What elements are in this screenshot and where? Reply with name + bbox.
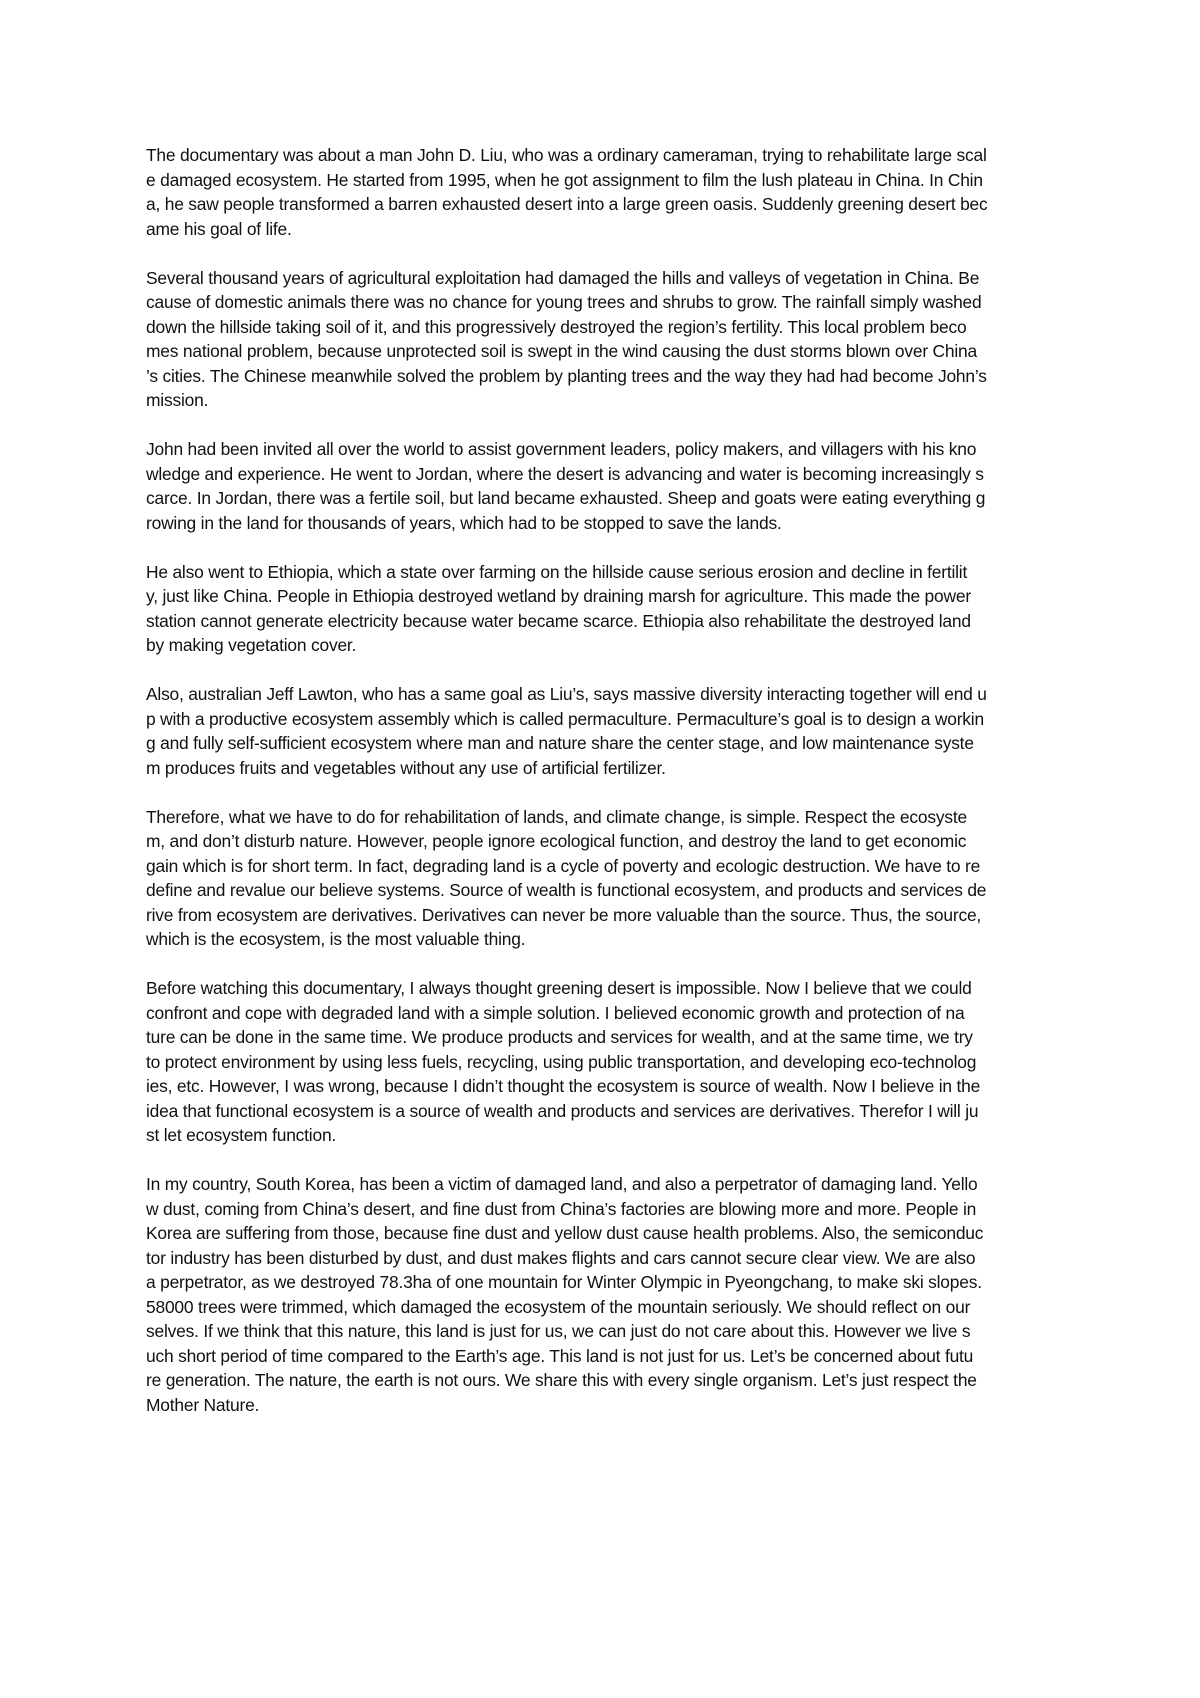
text-line: Also, australian Jeff Lawton, who has a same goal as Liu’s, says massive diversity interacting together will end u — [146, 684, 987, 704]
text-line: which is the ecosystem, is the most valuable thing. — [146, 929, 526, 949]
text-line: carce. In Jordan, there was a fertile soil, but land became exhausted. Sheep and goats were eating everything g — [146, 488, 986, 508]
text-line: John had been invited all over the world to assist government leaders, policy makers, and villagers with his kno — [146, 439, 977, 459]
text-line: Mother Nature. — [146, 1394, 260, 1415]
text-line: rive from ecosystem are derivatives. Derivatives can never be more valuable than the source. Thus, the source, — [146, 904, 982, 925]
text-line: m produces fruits and vegetables without any use of artificial fertilizer. — [146, 757, 666, 778]
text-line: tor industry has been disturbed by dust, and dust makes flights and cars cannot secure clear view. We are also — [146, 1247, 976, 1268]
paragraph — [146, 976, 1061, 1148]
text-line: g and fully self-sufficient ecosystem where man and nature share the center stage, and low maintenance syste — [146, 733, 974, 753]
document-body — [146, 143, 1061, 1442]
text-line: ture can be done in the same time. We produce products and services for wealth, and at the same time, we try — [146, 1027, 973, 1047]
text-line: confront and cope with degraded land with a simple solution. I believed economic growth and protection of na — [146, 1002, 965, 1023]
text-line: a perpetrator, as we destroyed 78.3ha of one mountain for Winter Olympic in Pyeongchang, to make ski slopes. — [146, 1272, 982, 1292]
paragraph — [146, 682, 1061, 780]
text-line: wledge and experience. He went to Jordan, where the desert is advancing and water is becoming increasingly s — [146, 463, 984, 484]
text-line: The documentary was about a man John D. Liu, who was a ordinary cameraman, trying to rehabilitate large scal — [146, 145, 987, 165]
paragraph — [146, 560, 1061, 658]
text-line: In my country, South Korea, has been a victim of damaged land, and also a perpetrator of damaging land. Yello — [146, 1174, 978, 1194]
text-line: ’s cities. The Chinese meanwhile solved the problem by planting trees and the way they had had become John’s — [146, 365, 987, 386]
text-line: define and revalue our believe systems. Source of wealth is functional ecosystem, and products and services de — [146, 880, 987, 900]
text-line: mission. — [146, 390, 209, 410]
text-line: e damaged ecosystem. He started from 1995, when he got assignment to film the lush plateau in China. In Chin — [146, 169, 983, 190]
text-line: rowing in the land for thousands of years, which had to be stopped to save the lands. — [146, 512, 782, 533]
text-line: by making vegetation cover. — [146, 635, 357, 655]
text-line: st let ecosystem function. — [146, 1125, 337, 1145]
text-line: mes national problem, because unprotected soil is swept in the wind causing the dust storms blown over China — [146, 341, 978, 361]
text-line: y, just like China. People in Ethiopia destroyed wetland by draining marsh for agriculture. This made the power — [146, 586, 971, 606]
text-line: gain which is for short term. In fact, degrading land is a cycle of poverty and ecologic destruction. We have to re — [146, 855, 981, 876]
text-line: w dust, coming from China’s desert, and fine dust from China’s factories are blowing more and more. People in — [146, 1198, 977, 1219]
text-line: down the hillside taking soil of it, and this progressively destroyed the region’s fertility. This local problem beco — [146, 316, 967, 337]
text-line: uch short period of time compared to the Earth’s age. This land is not just for us. Let’s be concerned about futu — [146, 1345, 974, 1366]
paragraph — [146, 437, 1061, 535]
text-line: cause of domestic animals there was no chance for young trees and shrubs to grow. The rainfall simply washed — [146, 292, 982, 312]
text-line: 58000 trees were trimmed, which damaged the ecosystem of the mountain seriously. We should reflect on our — [146, 1296, 971, 1317]
text-line: re generation. The nature, the earth is not ours. We share this with every single organism. Let’s just respect the — [146, 1370, 977, 1390]
text-line: idea that functional ecosystem is a source of wealth and products and services are derivatives. Therefor I will ju — [146, 1100, 979, 1121]
text-line: m, and don’t disturb nature. However, people ignore ecological function, and destroy the land to get economic — [146, 831, 967, 851]
paragraph — [146, 1172, 1061, 1417]
text-line: to protect environment by using less fuels, recycling, using public transportation, and developing eco-technolog — [146, 1051, 977, 1072]
text-line: Korea are suffering from those, because fine dust and yellow dust cause health problems. Also, the semiconduc — [146, 1223, 984, 1243]
text-line: ies, etc. However, I was wrong, because I didn’t thought the ecosystem is source of wealth. Now I believe in the — [146, 1076, 981, 1096]
text-line: selves. If we think that this nature, this land is just for us, we can just do not care about this. However we live s — [146, 1321, 971, 1341]
text-line: station cannot generate electricity because water became scarce. Ethiopia also rehabilitate the destroyed land — [146, 610, 971, 631]
paragraph — [146, 805, 1061, 952]
text-line: Therefore, what we have to do for rehabilitation of lands, and climate change, is simple. Respect the ecosyste — [146, 806, 967, 827]
paragraph — [146, 266, 1061, 413]
text-line: Several thousand years of agricultural exploitation had damaged the hills and valleys of vegetation in China. Be — [146, 267, 980, 288]
text-line: a, he saw people transformed a barren exhausted desert into a large green oasis. Suddenly greening desert bec — [146, 194, 988, 214]
text-line: Before watching this documentary, I always thought greening desert is impossible. Now I believe that we could — [146, 978, 972, 998]
text-line: p with a productive ecosystem assembly which is called permaculture. Permaculture’s goal is to design a workin — [146, 708, 984, 729]
paragraph — [146, 143, 1061, 241]
text-line: ame his goal of life. — [146, 218, 292, 239]
text-line: He also went to Ethiopia, which a state over farming on the hillside cause serious erosion and decline in fertilit — [146, 561, 968, 582]
